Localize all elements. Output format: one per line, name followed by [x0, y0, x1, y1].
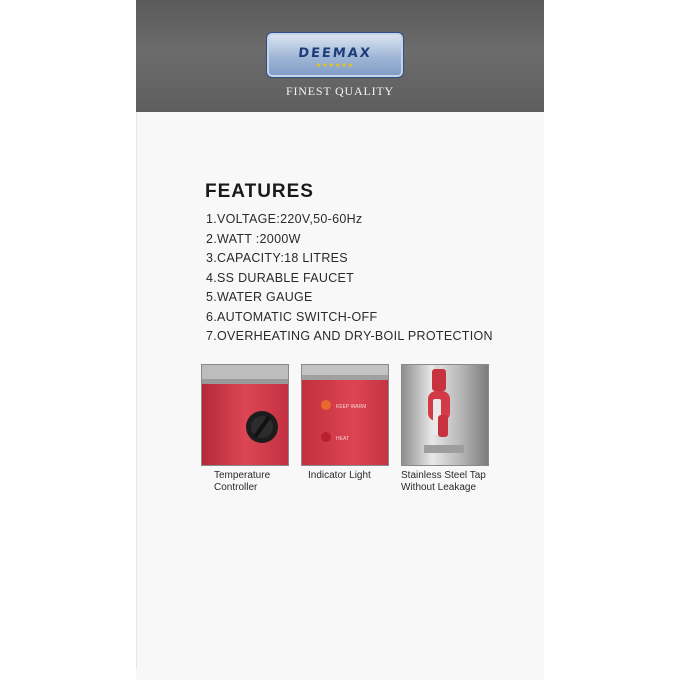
feature-item: 5.WATER GAUGE [206, 290, 313, 304]
caption-line: Indicator Light [308, 470, 371, 481]
features-list [206, 210, 493, 347]
heat-label: HEAT [336, 436, 349, 442]
steel-tap-image [402, 365, 488, 465]
feature-item: 3.CAPACITY:18 LITRES [206, 251, 348, 265]
caption-line: Without Leakage [401, 482, 477, 493]
caption-line: Controller [214, 482, 258, 493]
heat-light-icon [321, 432, 331, 442]
sheet-edge-line [136, 112, 137, 668]
brand-logo [266, 32, 404, 78]
feature-item: 4.SS DURABLE FAUCET [206, 270, 355, 285]
feature-item: 6.AUTOMATIC SWITCH-OFF [206, 309, 378, 324]
steel-tap-photo [401, 364, 489, 466]
caption-line: Temperature [214, 470, 271, 481]
temperature-controller-caption [214, 470, 314, 494]
indicator-light-caption [308, 470, 408, 482]
temperature-controller-photo [201, 364, 289, 466]
temperature-controller-image [202, 365, 288, 465]
keep-warm-light-icon [321, 400, 331, 410]
steel-tap-caption [401, 470, 501, 494]
indicator-light-image [302, 365, 388, 465]
caption-line: Stainless Steel Tap [401, 470, 486, 481]
brand-logo-text: DEEMAX [297, 46, 373, 61]
brand-tagline: FINEST QUALITY [286, 84, 394, 98]
feature-item: 1.VOLTAGE:220V,50-60Hz [206, 212, 363, 226]
eu-stars-icon: ★★★★★★ [315, 63, 355, 69]
feature-item: 2.WATT :2000W [206, 231, 301, 246]
features-title: FEATURES [205, 181, 314, 202]
keep-warm-label: KEEP WARM [336, 404, 367, 410]
indicator-light-photo [301, 364, 389, 466]
tap-icon [432, 369, 446, 391]
feature-item: 7.OVERHEATING AND DRY-BOIL PROTECTION [206, 329, 493, 343]
